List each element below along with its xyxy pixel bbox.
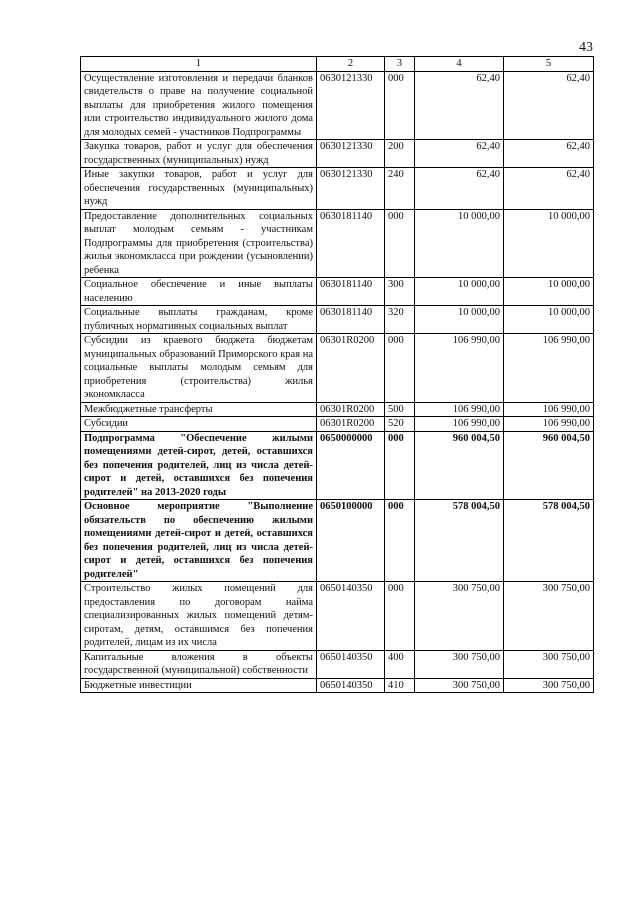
header-col-3: 3 [385, 57, 415, 72]
row-code: 0630181140 [317, 306, 385, 334]
row-expense-type: 000 [385, 500, 415, 582]
table-row [81, 140, 594, 168]
row-value-col5: 300 750,00 [504, 678, 594, 693]
table-row [81, 417, 594, 432]
row-expense-type: 000 [385, 209, 415, 278]
row-name: Социальные выплаты гражданам, кроме публичных нормативных социальных выплат [81, 306, 317, 334]
row-expense-type: 240 [385, 168, 415, 210]
row-code: 0630121330 [317, 168, 385, 210]
row-value-col5: 578 004,50 [504, 500, 594, 582]
row-expense-type: 300 [385, 278, 415, 306]
row-value-col4: 578 004,50 [415, 500, 504, 582]
row-value-col4: 300 750,00 [415, 582, 504, 651]
row-value-col5: 62,40 [504, 140, 594, 168]
row-value-col5: 960 004,50 [504, 431, 594, 500]
row-value-col5: 10 000,00 [504, 209, 594, 278]
page-number: 43 [579, 40, 593, 55]
table-row [81, 402, 594, 417]
row-value-col4: 62,40 [415, 71, 504, 140]
row-value-col5: 106 990,00 [504, 417, 594, 432]
row-expense-type: 410 [385, 678, 415, 693]
table-row [81, 678, 594, 693]
row-value-col5: 106 990,00 [504, 402, 594, 417]
row-value-col4: 960 004,50 [415, 431, 504, 500]
row-expense-type: 520 [385, 417, 415, 432]
budget-table [80, 56, 594, 693]
row-expense-type: 500 [385, 402, 415, 417]
row-value-col4: 300 750,00 [415, 650, 504, 678]
row-value-col4: 10 000,00 [415, 278, 504, 306]
table-row [81, 500, 594, 582]
row-code: 0630181140 [317, 209, 385, 278]
row-value-col4: 10 000,00 [415, 209, 504, 278]
row-value-col4: 106 990,00 [415, 402, 504, 417]
row-code: 0630181140 [317, 278, 385, 306]
row-code: 0650140350 [317, 582, 385, 651]
row-name: Иные закупки товаров, работ и услуг для обеспечения государственных (муниципальных) нужд [81, 168, 317, 210]
row-expense-type: 000 [385, 334, 415, 403]
row-name: Межбюджетные трансферты [81, 402, 317, 417]
row-value-col5: 10 000,00 [504, 278, 594, 306]
row-code: 06301R0200 [317, 402, 385, 417]
row-name: Осуществление изготовления и передачи бланков свидетельств о праве на получение социальной выплаты для приобретения жилого помещения или строительство индивидуального жилого дома для молодых семей - участников Подпрограммы [81, 71, 317, 140]
row-value-col5: 10 000,00 [504, 306, 594, 334]
row-name: Субсидии из краевого бюджета бюджетам муниципальных образований Приморского края на социальные выплаты молодым семьям для приобретения (строительства) жилья экономкласса [81, 334, 317, 403]
row-name: Социальное обеспечение и иные выплаты населению [81, 278, 317, 306]
row-value-col4: 106 990,00 [415, 417, 504, 432]
row-name: Основное мероприятие "Выполнение обязательств по обеспечению жилыми помещениями детей-сирот и детей, оставшихся без попечения родителей, лиц из числа детей-сирот и детей, оставшихся без попечения родителей" [81, 500, 317, 582]
table-row [81, 278, 594, 306]
row-expense-type: 000 [385, 431, 415, 500]
header-row [81, 57, 594, 72]
table-row [81, 306, 594, 334]
row-code: 0650000000 [317, 431, 385, 500]
table-row [81, 650, 594, 678]
row-expense-type: 200 [385, 140, 415, 168]
row-value-col4: 300 750,00 [415, 678, 504, 693]
row-name: Субсидии [81, 417, 317, 432]
row-name: Предоставление дополнительных социальных выплат молодым семьям - участникам Подпрограммы для приобретения (строительства) жилья экономкласса при рождении (усыновлении) ребенка [81, 209, 317, 278]
header-col-4: 4 [415, 57, 504, 72]
row-code: 0630121330 [317, 140, 385, 168]
row-value-col5: 106 990,00 [504, 334, 594, 403]
row-code: 06301R0200 [317, 334, 385, 403]
row-code: 0650140350 [317, 650, 385, 678]
row-name: Закупка товаров, работ и услуг для обеспечения государственных (муниципальных) нужд [81, 140, 317, 168]
row-value-col4: 62,40 [415, 168, 504, 210]
row-expense-type: 000 [385, 71, 415, 140]
row-name: Капитальные вложения в объекты государственной (муниципальной) собственности [81, 650, 317, 678]
header-col-5: 5 [504, 57, 594, 72]
table-row [81, 334, 594, 403]
table-row [81, 582, 594, 651]
row-value-col5: 300 750,00 [504, 650, 594, 678]
row-value-col4: 62,40 [415, 140, 504, 168]
row-name: Подпрограмма "Обеспечение жилыми помещениями детей-сирот, детей, оставшихся без попечения родителей, лиц из числа детей-сирот и детей, оставшихся без попечения родителей" на 2013-2020 годы [81, 431, 317, 500]
row-value-col5: 62,40 [504, 168, 594, 210]
row-expense-type: 000 [385, 582, 415, 651]
table-row [81, 431, 594, 500]
row-name: Строительство жилых помещений для предоставления по договорам найма специализированных жилых помещений детям-сиротам, детям, оставшимся без попечения родителей, лицам из их числа [81, 582, 317, 651]
row-code: 0630121330 [317, 71, 385, 140]
row-expense-type: 400 [385, 650, 415, 678]
table-row [81, 71, 594, 140]
header-col-1: 1 [81, 57, 317, 72]
row-value-col4: 106 990,00 [415, 334, 504, 403]
row-code: 06301R0200 [317, 417, 385, 432]
row-code: 0650100000 [317, 500, 385, 582]
row-expense-type: 320 [385, 306, 415, 334]
row-value-col4: 10 000,00 [415, 306, 504, 334]
row-code: 0650140350 [317, 678, 385, 693]
row-value-col5: 62,40 [504, 71, 594, 140]
row-name: Бюджетные инвестиции [81, 678, 317, 693]
table-row [81, 168, 594, 210]
header-col-2: 2 [317, 57, 385, 72]
row-value-col5: 300 750,00 [504, 582, 594, 651]
table-row [81, 209, 594, 278]
